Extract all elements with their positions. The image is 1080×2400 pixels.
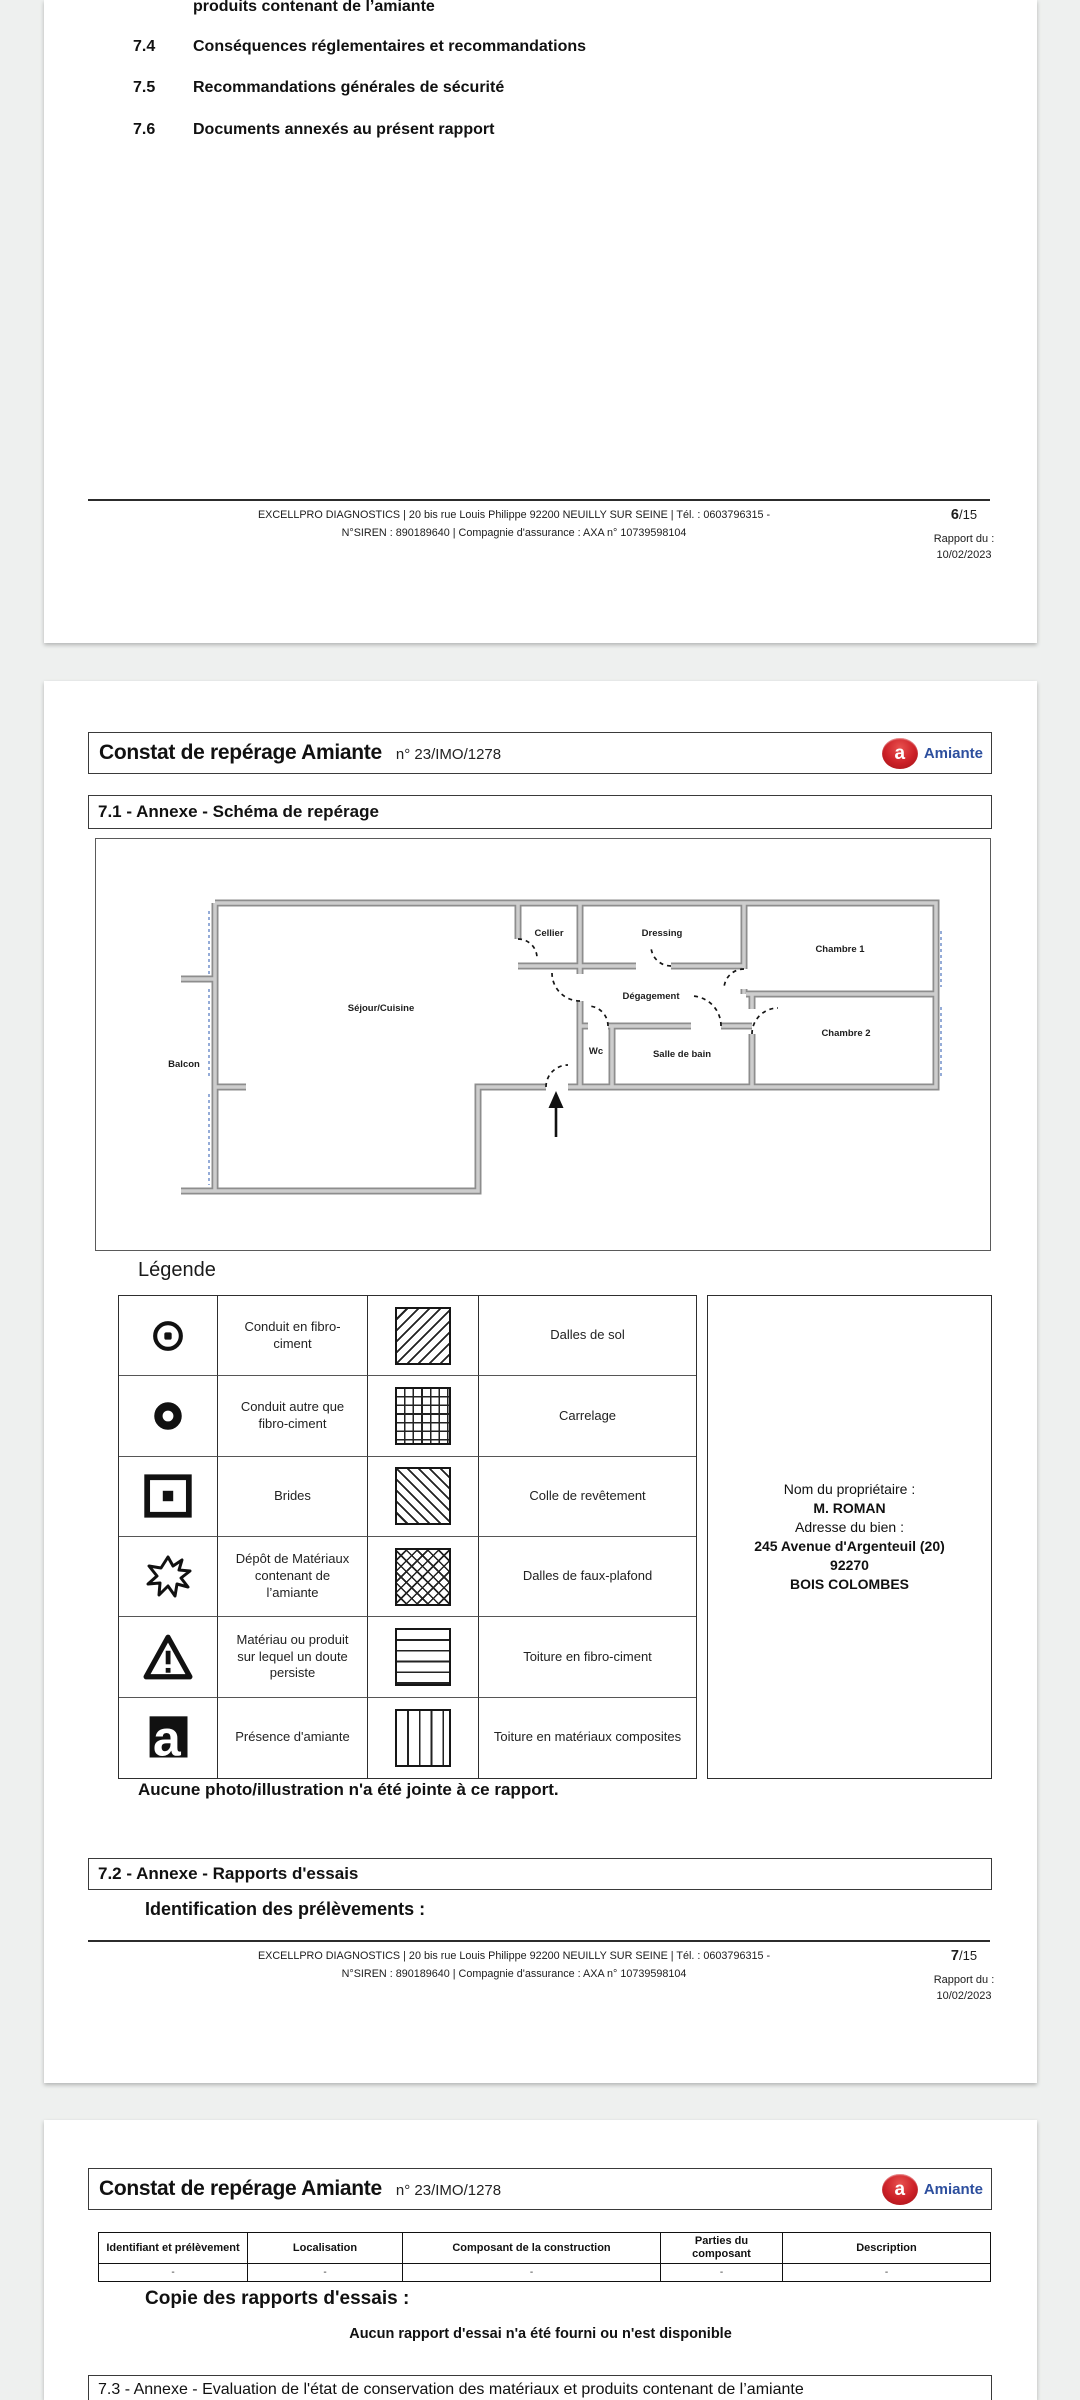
no-report-note: Aucun rapport d'essai n'a été fourni ou n'est disponible [349, 2326, 732, 2342]
toiture-fibro-pattern [368, 1617, 479, 1697]
report-title: Constat de repérage Amiante [99, 741, 382, 764]
property-address-city: BOIS COLOMBES [789, 1575, 909, 1592]
legend-label: Conduit en fibro-ciment [218, 1296, 368, 1376]
footer-line2: N°SIREN : 890189640 | Compagnie d'assurance : AXA n° 10739598104 [341, 526, 687, 539]
amiante-logo-letter: a [894, 742, 906, 764]
room-label-dressing: Dressing [641, 928, 683, 939]
conduit-fibro-ciment-icon [119, 1296, 218, 1376]
report-header-bar [88, 2168, 992, 2210]
document-page-6 [44, 0, 1037, 643]
col-parties: Parties du composant [661, 2233, 783, 2264]
page-number: 7/15 [950, 1948, 978, 1964]
footer-company-info [194, 507, 834, 543]
room-label-balcon: Balcon [168, 1059, 200, 1070]
amiante-logo-text: Amiante [923, 2180, 983, 2198]
carrelage-pattern [368, 1376, 479, 1456]
toc-number: 7.6 [133, 121, 156, 138]
legend-label: Matériau ou produit sur lequel un doute persiste [218, 1617, 368, 1697]
legend-table [118, 1295, 697, 1779]
col-identifiant: Identifiant et prélèvement [99, 2233, 248, 2264]
room-label-chambre2: Chambre 2 [821, 1028, 871, 1039]
section-title: 7.2 - Annexe - Rapports d'essais [98, 1864, 359, 1883]
copy-reports-title: Copie des rapports d'essais : [145, 2288, 410, 2309]
document-page-7 [44, 681, 1037, 2083]
property-address-zip: 92270 [830, 1556, 869, 1573]
col-description: Description [783, 2233, 991, 2264]
property-address-street: 245 Avenue d'Argenteuil (20) [754, 1538, 945, 1554]
section-7-1-heading [88, 795, 992, 829]
table-header-row [99, 2233, 991, 2264]
cell: - [403, 2264, 661, 2282]
amiante-logo-icon [882, 2174, 918, 2205]
warning-triangle-icon [119, 1617, 218, 1697]
prelevements-table [98, 2232, 991, 2282]
brides-icon [119, 1457, 218, 1537]
footer-divider [88, 1940, 990, 1942]
dalles-de-sol-pattern [368, 1296, 479, 1376]
report-date-label: Rapport du : [933, 533, 995, 545]
col-localisation: Localisation [248, 2233, 403, 2264]
page-number: 6/15 [950, 507, 978, 523]
amiante-logo [882, 2169, 983, 2209]
legend-label: Dépôt de Matériaux contenant de l’amiante [218, 1537, 368, 1617]
footer-company-info [194, 1948, 834, 1984]
report-title: Constat de repérage Amiante [99, 2177, 382, 2200]
amiante-logo-text: Amiante [923, 744, 983, 762]
toc-label: Conséquences réglementaires et recommandations [193, 38, 587, 55]
legend-label: Colle de revêtement [479, 1457, 696, 1537]
toiture-composites-pattern [368, 1698, 479, 1778]
legend-label: Conduit autre que fibro-ciment [218, 1376, 368, 1456]
owner-info-box [707, 1295, 992, 1779]
floor-plan [95, 838, 991, 1251]
cell: - [661, 2264, 783, 2282]
footer-divider [88, 499, 990, 501]
owner-name-label: Nom du propriétaire : [783, 1481, 916, 1498]
cell: - [783, 2264, 991, 2282]
section-7-3-heading [88, 2375, 992, 2400]
report-header-bar [88, 732, 992, 774]
room-label-salle-de-bain: Salle de bain [652, 1049, 712, 1060]
toc-number: 7.5 [133, 79, 156, 96]
presence-amiante-icon [119, 1698, 218, 1778]
toc-label: produits contenant de l’amiante [193, 0, 435, 15]
legend-label: Carrelage [479, 1376, 696, 1456]
floor-plan-drawing [96, 839, 990, 1250]
no-photo-note: Aucune photo/illustration n'a été jointe à ce rapport. [138, 1780, 559, 1799]
footer-line1: EXCELLPRO DIAGNOSTICS | 20 bis rue Louis Philippe 92200 NEUILLY SUR SEINE | Tél. : 0603796315 - [257, 509, 771, 521]
door-arcs [518, 939, 778, 1087]
identification-title: Identification des prélèvements : [145, 1899, 426, 1919]
section-7-2-heading [88, 1858, 992, 1890]
cell: - [248, 2264, 403, 2282]
amiante-logo [882, 733, 983, 773]
depot-materiaux-icon [119, 1537, 218, 1617]
room-label-chambre1: Chambre 1 [815, 944, 865, 955]
legend-label: Dalles de faux-plafond [479, 1537, 696, 1617]
cell: - [99, 2264, 248, 2282]
section-title: 7.3 - Annexe - Evaluation de l'état de conservation des matériaux et produits contenant de l’amiante [98, 2381, 804, 2398]
table-row [99, 2264, 991, 2282]
report-date-label: Rapport du : [933, 1974, 995, 1986]
room-label-sejour: Séjour/Cuisine [347, 1003, 415, 1014]
room-label-cellier: Cellier [534, 928, 564, 939]
amiante-logo-icon [882, 738, 918, 769]
legend-title: Légende [138, 1259, 216, 1281]
footer-line1: EXCELLPRO DIAGNOSTICS | 20 bis rue Louis Philippe 92200 NEUILLY SUR SEINE | Tél. : 0603796315 - [257, 1950, 771, 1962]
section-title: 7.1 - Annexe - Schéma de repérage [98, 802, 379, 821]
legend-label: Brides [218, 1457, 368, 1537]
conduit-autre-icon [119, 1376, 218, 1456]
entrance-arrow [549, 1091, 564, 1137]
report-date: 10/02/2023 [936, 549, 992, 561]
report-date: 10/02/2023 [936, 1990, 992, 2002]
svg-text:a: a [153, 1711, 181, 1764]
owner-name: M. ROMAN [813, 1500, 886, 1517]
property-address-label: Adresse du bien : [795, 1519, 904, 1536]
amiante-logo-letter: a [894, 2178, 906, 2200]
col-composant: Composant de la construction [403, 2233, 661, 2264]
legend-label: Toiture en fibro-ciment [479, 1617, 696, 1697]
toc-number: 7.4 [133, 38, 156, 55]
colle-revetement-pattern [368, 1457, 479, 1537]
legend-label: Dalles de sol [479, 1296, 696, 1376]
legend-label: Toiture en matériaux composites [493, 1729, 682, 1745]
legend-label: Présence d'amiante [218, 1698, 368, 1778]
document-page-8 [44, 2120, 1037, 2400]
room-label-wc: Wc [588, 1046, 604, 1057]
footer-line2: N°SIREN : 890189640 | Compagnie d'assurance : AXA n° 10739598104 [341, 1967, 687, 1980]
faux-plafond-pattern [368, 1537, 479, 1617]
room-label-degagement: Dégagement [622, 991, 680, 1002]
toc-label: Documents annexés au présent rapport [193, 121, 495, 138]
report-number: n° 23/IMO/1278 [395, 746, 502, 763]
report-number: n° 23/IMO/1278 [395, 2182, 502, 2199]
toc-label: Recommandations générales de sécurité [193, 79, 505, 96]
